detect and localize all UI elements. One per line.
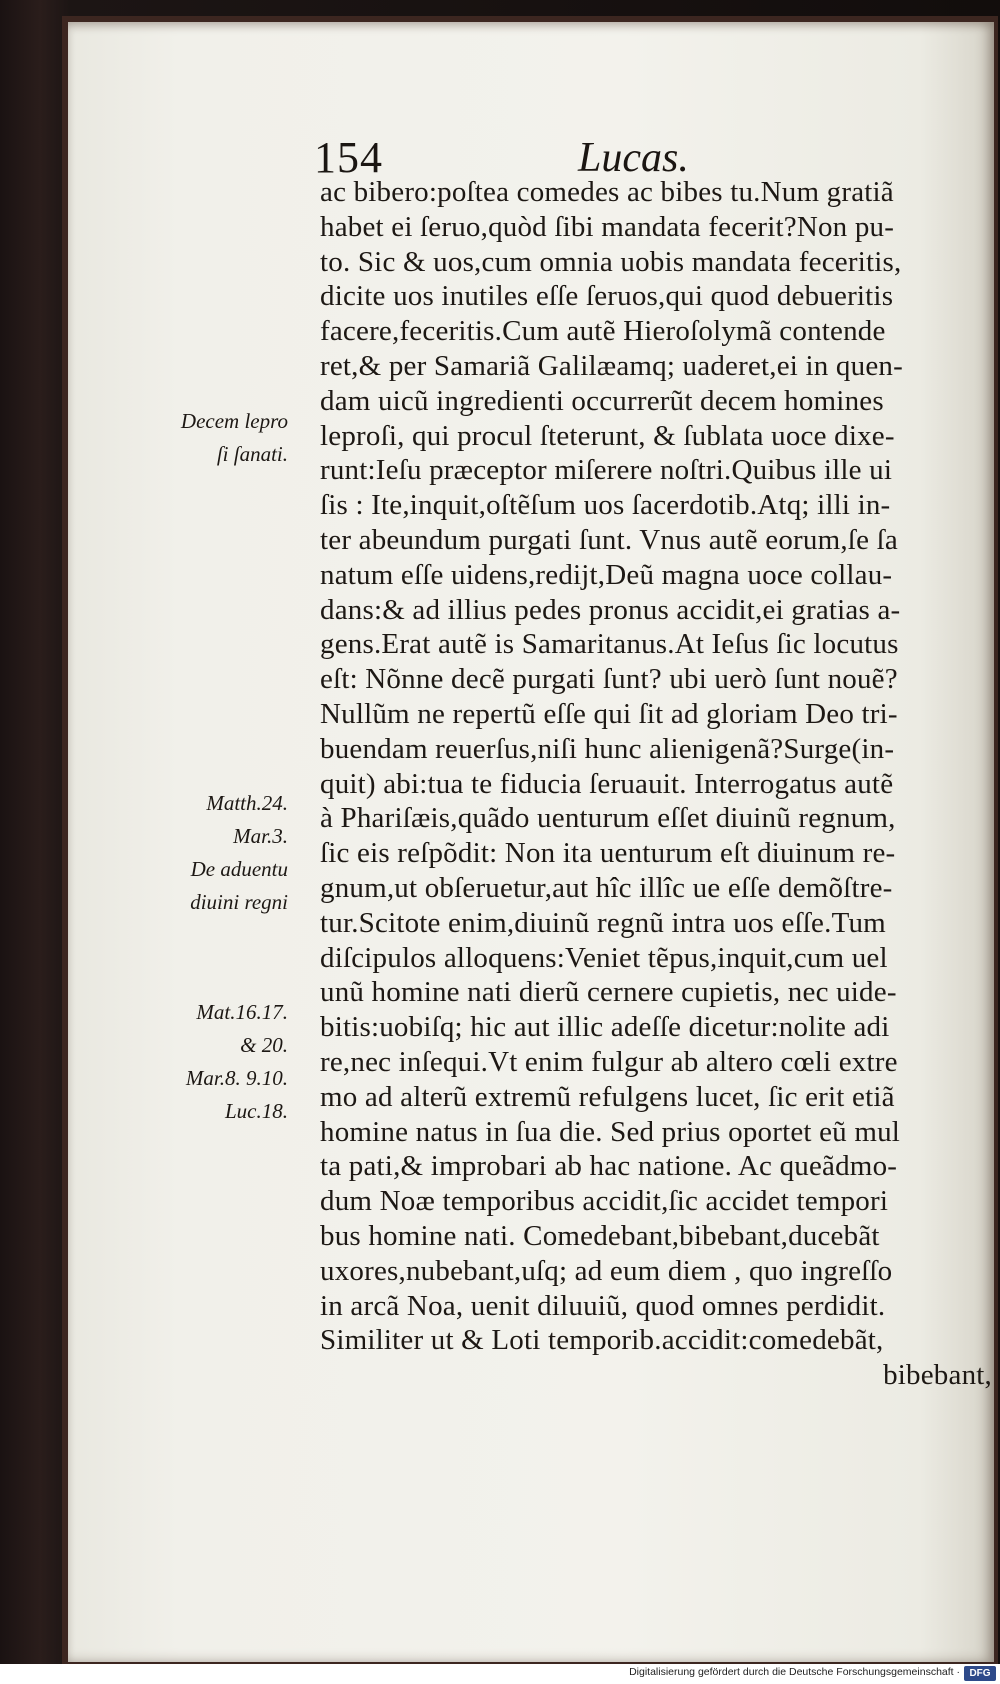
marginal-note-line: ſi ſanati.: [216, 442, 288, 466]
text-line: mo ad alterũ extremũ refulgens lucet, ſic erit etiã: [320, 1080, 895, 1113]
text-line: eſt: Nõnne decẽ purgati ſunt? ubi uerò ſunt nouẽ?: [320, 663, 898, 696]
text-line: ſic eis reſpõdit: Non ita uenturum eſt diuinum re-: [320, 837, 896, 870]
text-line: bitis:uobiſq; hic aut illic adeſſe dicetur:nolite adi: [320, 1011, 890, 1044]
marginal-note-line: Mar.8. 9.10.: [185, 1066, 288, 1090]
marginal-note: [128, 405, 288, 471]
text-line: ac bibero:poſtea comedes ac bibes tu.Num gratiã: [320, 176, 894, 208]
text-line: dicite uos inutiles eſſe ſeruos,qui quod debueritis: [320, 280, 894, 313]
text-line: re,nec inſequi.Vt enim fulgur ab altero cœli extre: [320, 1045, 898, 1078]
text-line: Nullũm ne repertũ eſſe qui ſit ad gloriam Deo tri-: [320, 697, 898, 730]
marginal-note-line: Luc.18.: [225, 1099, 288, 1123]
text-line: gnum,ut obſeruetur,aut hîc illîc ue eſſe demõſtre-: [320, 871, 893, 904]
text-line: gens.Erat autẽ is Samaritanus.At Ieſus ſic locutus: [320, 628, 899, 661]
text-line: diſcipulos alloquens:Veniet tẽpus,inquit,cum uel: [320, 941, 888, 974]
page-number: 154: [314, 133, 383, 182]
text-line: unũ homine nati dierũ cernere cupietis, nec uide-: [320, 976, 897, 1009]
marginal-note-line: Matth.24.: [206, 791, 288, 815]
marginal-note: [128, 996, 288, 1128]
marginal-note-line: Mat.16.17.: [196, 1000, 288, 1024]
text-line: dans:& ad illius pedes pronus accidit,ei gratias a-: [320, 593, 901, 626]
footer-credit: Digitalisierung gefördert durch die Deutsche Forschungsgemeinschaft ·: [629, 1666, 960, 1678]
text-line: natum eſſe uidens,rediјt,Deũ magna uoce collau-: [320, 558, 893, 591]
text-line: bus homine nati. Comedebant,bibebant,ducebãt: [320, 1219, 880, 1252]
text-line: habet ei ſeruo,quòd ſibi mandata fecerit?Non pu-: [320, 210, 895, 243]
text-line: facere,feceritis.Cum autẽ Hieroſolymã contende: [320, 315, 886, 348]
running-head: Lucas.: [578, 135, 689, 181]
text-line: quit) abi:tua te fiducia ſeruauit. Interrogatus autẽ: [320, 767, 894, 800]
marginal-note: [128, 787, 288, 919]
dfg-logo: DFG: [964, 1666, 996, 1681]
text-line: to. Sic & uos,cum omnia uobis mandata feceritis,: [320, 245, 902, 278]
footer-bar: [0, 1664, 1000, 1684]
marginal-note-line: & 20.: [240, 1033, 288, 1057]
text-line: ret,& per Samariã Galilæamq; uaderet,ei in quen-: [320, 349, 903, 382]
catchword: bibebant,: [883, 1359, 992, 1392]
text-line: runt:Ieſu præceptor miſerere noſtri.Quibus ille ui: [320, 454, 893, 487]
marginal-note-line: Decem lepro: [180, 409, 288, 433]
text-line: dam uicũ ingredienti occurrerũt decem homines: [320, 384, 884, 417]
text-line: leproſi, qui procul ſteterunt, & ſublata uoce dixe-: [320, 419, 895, 452]
text-line: ta pati,& improbari ab hac natione. Ac queãdmo-: [320, 1150, 898, 1183]
text-line: dum Noæ temporibus accidit,ſic accidet tempori: [320, 1185, 889, 1218]
text-line: ter abeundum purgati ſunt. Vnus autẽ eorum,ſe ſa: [320, 523, 898, 556]
text-line: uxores,nubebant,uſq; ad eum diem , quo ingreſſo: [320, 1254, 893, 1287]
marginal-note-line: De aduentu: [190, 857, 288, 881]
text-line: à Phariſæis,quãdo uenturum eſſet diuinũ regnum,: [320, 802, 896, 835]
text-line: Similiter ut & Loti temporib.accidit:comedebãt,: [320, 1324, 884, 1357]
text-line: ſis : Ite,inquit,oſtẽſum uos ſacerdotib.Atq; illi in-: [320, 489, 891, 522]
marginal-note-line: diuini regni: [190, 890, 288, 914]
book-page: [68, 22, 994, 1662]
text-line: in arcã Noa, uenit diluuiũ, quod omnes perdidit.: [320, 1289, 886, 1322]
text-line: buendam reuerſus,niſi hunc alienigenã?Surge(in-: [320, 732, 895, 765]
text-line: tur.Scitote enim,diuinũ regnũ intra uos eſſe.Tum: [320, 906, 886, 939]
text-line: homine natus in ſua die. Sed prius oportet eũ mul: [320, 1115, 901, 1148]
marginal-note-line: Mar.3.: [233, 824, 288, 848]
main-text-block: [320, 175, 1000, 1393]
